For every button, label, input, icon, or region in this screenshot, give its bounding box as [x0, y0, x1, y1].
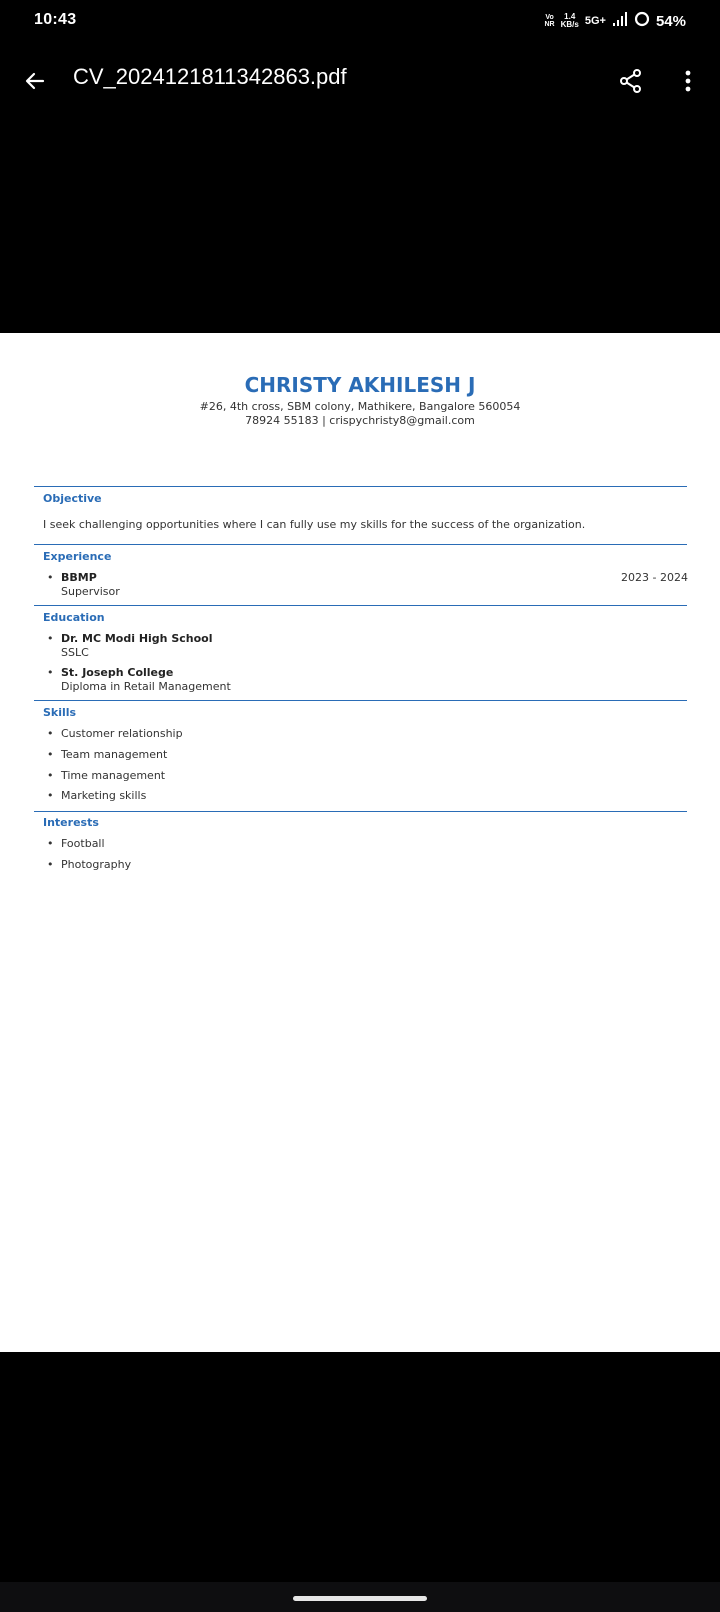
section-divider [34, 486, 687, 487]
status-icons [545, 10, 687, 32]
education-detail: SSLC [61, 646, 89, 659]
back-button[interactable] [18, 64, 52, 98]
section-title-skills: Skills [43, 706, 77, 719]
network-speed: 1.4 KB/s [560, 12, 579, 29]
section-title-education: Education [43, 611, 105, 624]
experience-role: Supervisor [61, 585, 120, 598]
cv-address: #26, 4th cross, SBM colony, Mathikere, Bangalore 560054 [199, 400, 521, 413]
navigation-bar [0, 1582, 720, 1612]
network-type: 5G+ [584, 15, 606, 27]
section-title-objective: Objective [43, 492, 102, 505]
more-options-button[interactable] [671, 64, 705, 98]
education-school: St. Joseph College [61, 666, 174, 679]
section-title-interests: Interests [43, 816, 99, 829]
volte-indicator: Vo NR [544, 14, 555, 28]
section-divider [34, 605, 687, 606]
share-icon [618, 68, 644, 94]
pdf-page[interactable]: CHRISTY AKHILESH J #26, 4th cross, SBM colony, Mathikere, Bangalore 560054 78924 55183 | crispychristy8@gmail.com Objective I seek challenging opportunities where I can fully use my skills for the success of the organization. Experience • BBMP Supervisor 2023 - 2024 Education • Dr. MC Modi High School SSLC • St. Joseph College Diploma in Retail Management Skills • Customer relationship • Team management • Time management • Marketing skills Interests • Football • Photography [0, 333, 720, 1352]
section-title-experience: Experience [43, 550, 112, 563]
education-school: Dr. MC Modi High School [61, 632, 213, 645]
section-divider [34, 811, 687, 812]
section-divider [34, 544, 687, 545]
experience-employer: BBMP [61, 571, 97, 584]
status-time: 10:43 [34, 11, 77, 28]
cv-name: CHRISTY AKHILESH J [244, 373, 476, 397]
status-bar [0, 0, 720, 44]
share-button[interactable] [614, 64, 648, 98]
experience-dates: 2023 - 2024 [621, 571, 688, 584]
app-toolbar [0, 48, 720, 120]
education-detail: Diploma in Retail Management [61, 680, 231, 693]
arrow-left-icon [23, 69, 47, 93]
battery-icon [634, 11, 650, 32]
battery-percentage: 54% [655, 12, 686, 30]
cv-contact: 78924 55183 | crispychristy8@gmail.com [245, 414, 475, 427]
more-vert-icon [684, 69, 692, 93]
signal-icon [612, 12, 628, 31]
file-title: CV_2024121811342863.pdf [73, 64, 347, 89]
home-gesture-handle[interactable] [293, 1596, 427, 1601]
section-divider [34, 700, 687, 701]
objective-text: I seek challenging opportunities where I can fully use my skills for the success of the organization. [43, 518, 586, 531]
